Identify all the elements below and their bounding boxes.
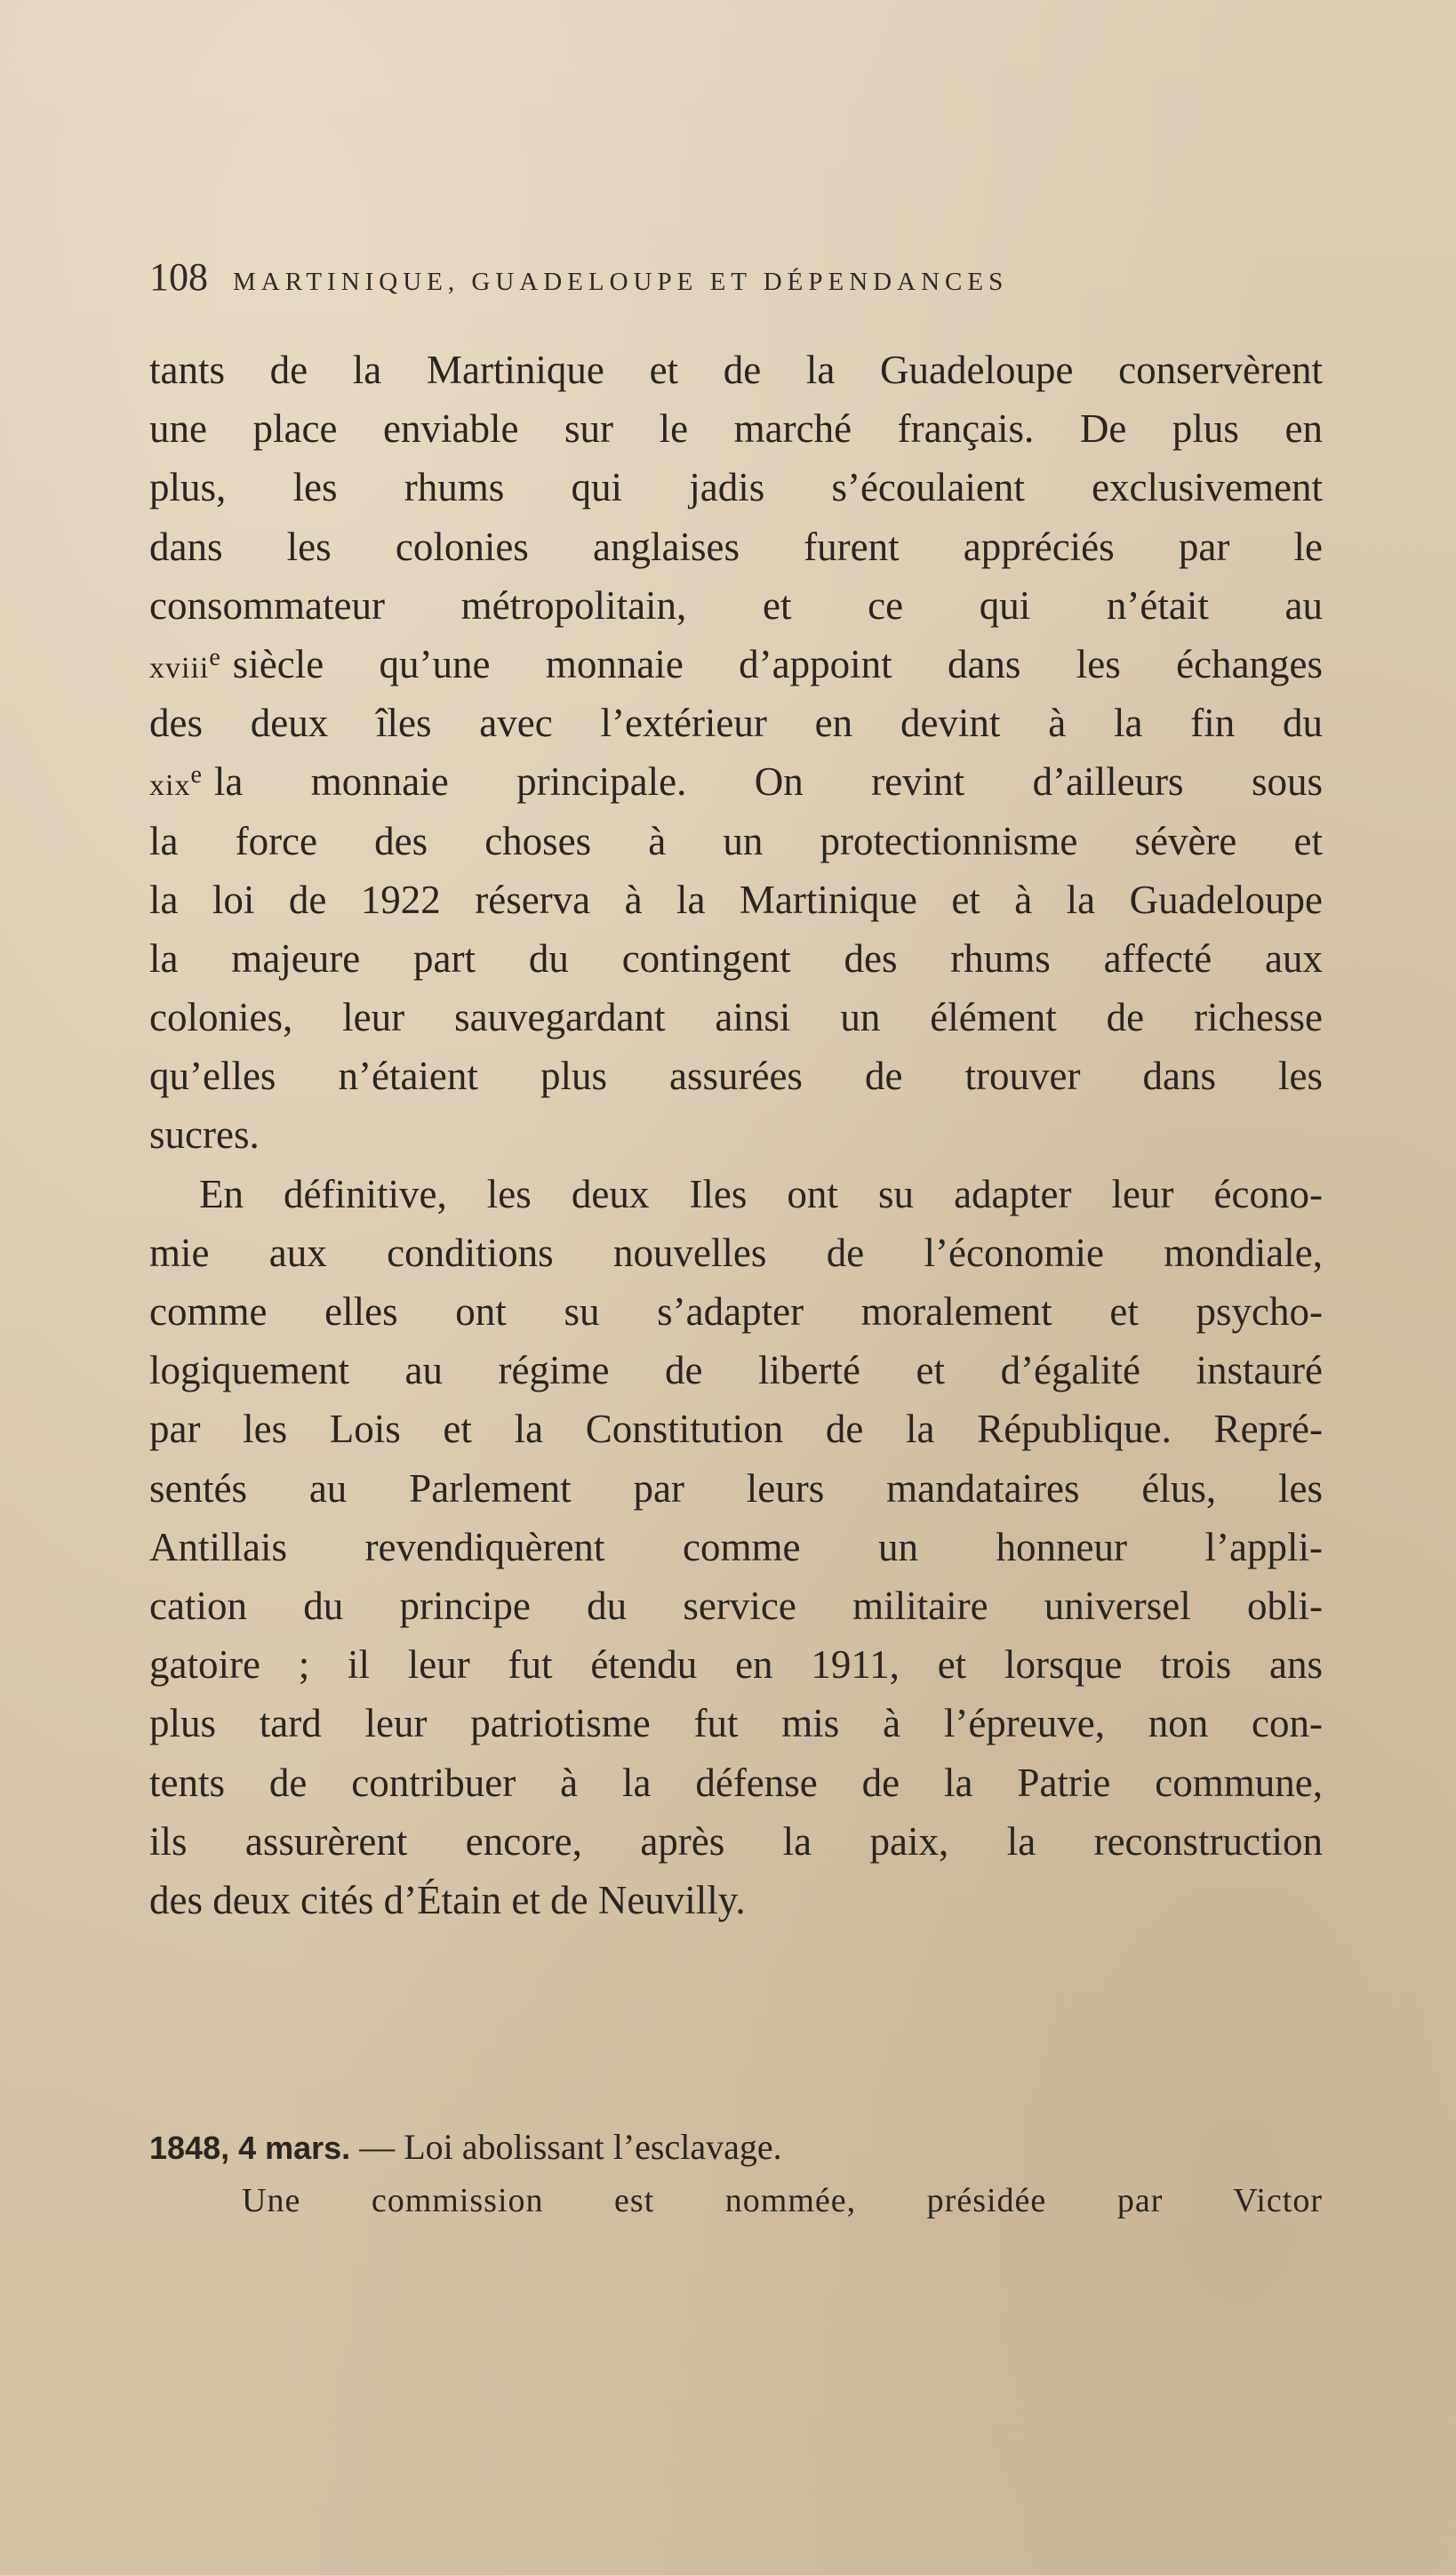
text-line: tents de contribuer à la défense de la Patrie commune, — [149, 1760, 1323, 1805]
text-line: plus tard leur patriotisme fut mis à l’épreuve, non con- — [149, 1701, 1323, 1746]
text-line: par les Lois et la Constitution de la République. Repré- — [149, 1407, 1323, 1452]
text-line-century — [149, 635, 1323, 694]
text-line: la loi de 1922 réserva à la Martinique et à la Guadeloupe — [149, 877, 1323, 922]
text-line: qu’elles n’étaient plus assurées de trouver dans les — [149, 1054, 1323, 1099]
text-line: la monnaie principale. On revint d’ailleurs sous — [213, 759, 1323, 805]
text-line: plus, les rhums qui jadis s’écoulaient exclusivement — [149, 465, 1323, 510]
body-text — [149, 341, 1323, 1929]
text-line-century — [149, 752, 1323, 811]
century-18: xviii — [149, 651, 210, 685]
text-line: comme elles ont su s’adapter moralement et psycho- — [149, 1289, 1323, 1334]
century-19: xix — [149, 769, 191, 803]
text-line: sucres. — [149, 1112, 260, 1158]
text-line: Antillais revendiquèrent comme un honneur l’appli- — [149, 1524, 1323, 1569]
page-number: 108 — [149, 255, 208, 299]
text-line: une place enviable sur le marché français. De plus en — [149, 406, 1323, 452]
text-line: consommateur métropolitain, et ce qui n’était au — [149, 582, 1323, 628]
entry-title: — Loi abolissant l’esclavage. — [350, 2127, 782, 2167]
page-header — [149, 254, 1323, 308]
text-line: colonies, leur sauvegardant ainsi un élément de richesse — [149, 995, 1323, 1040]
text-line: dans les colonies anglaises furent appréciés par le — [149, 524, 1323, 569]
entry-date: 1848, 4 mars. — [149, 2130, 351, 2166]
text-line: mie aux conditions nouvelles de l’économie mondiale, — [149, 1230, 1323, 1275]
superscript-e: e — [190, 761, 202, 790]
text-line: logiquement au régime de liberté et d’égalité instauré — [149, 1348, 1323, 1393]
text-line: gatoire ; il leur fut étendu en 1911, et lorsque trois ans — [149, 1642, 1323, 1688]
paragraph-start-line: En définitive, les deux Iles ont su adapter leur écono- — [199, 1171, 1323, 1216]
entry-text: Une commission est nommée, présidée par Victor — [242, 2182, 1323, 2219]
text-line: sentés au Parlement par leurs mandataires élus, les — [149, 1465, 1323, 1511]
text-line: des deux îles avec l’extérieur en devint à la fin du — [149, 701, 1323, 746]
text-line: tants de la Martinique et de la Guadeloupe conservèrent — [149, 348, 1323, 392]
text-line: la majeure part du contingent des rhums affecté aux — [149, 935, 1323, 981]
text-line: la force des choses à un protectionnisme sévère et — [149, 818, 1323, 863]
superscript-e: e — [209, 643, 220, 671]
chronology-entry — [149, 2122, 1323, 2227]
entry-heading — [149, 2122, 1323, 2174]
running-head: MARTINIQUE, GUADELOUPE ET DÉPENDANCES — [233, 268, 1009, 296]
text-line: ils assurèrent encore, après la paix, la reconstruction — [149, 1818, 1323, 1864]
text-line: siècle qu’une monnaie d’appoint dans les échanges — [232, 641, 1323, 686]
text-line: des deux cités d’Étain et de Neuvilly. — [149, 1877, 746, 1922]
text-line: cation du principe du service militaire universel obli- — [149, 1583, 1323, 1628]
